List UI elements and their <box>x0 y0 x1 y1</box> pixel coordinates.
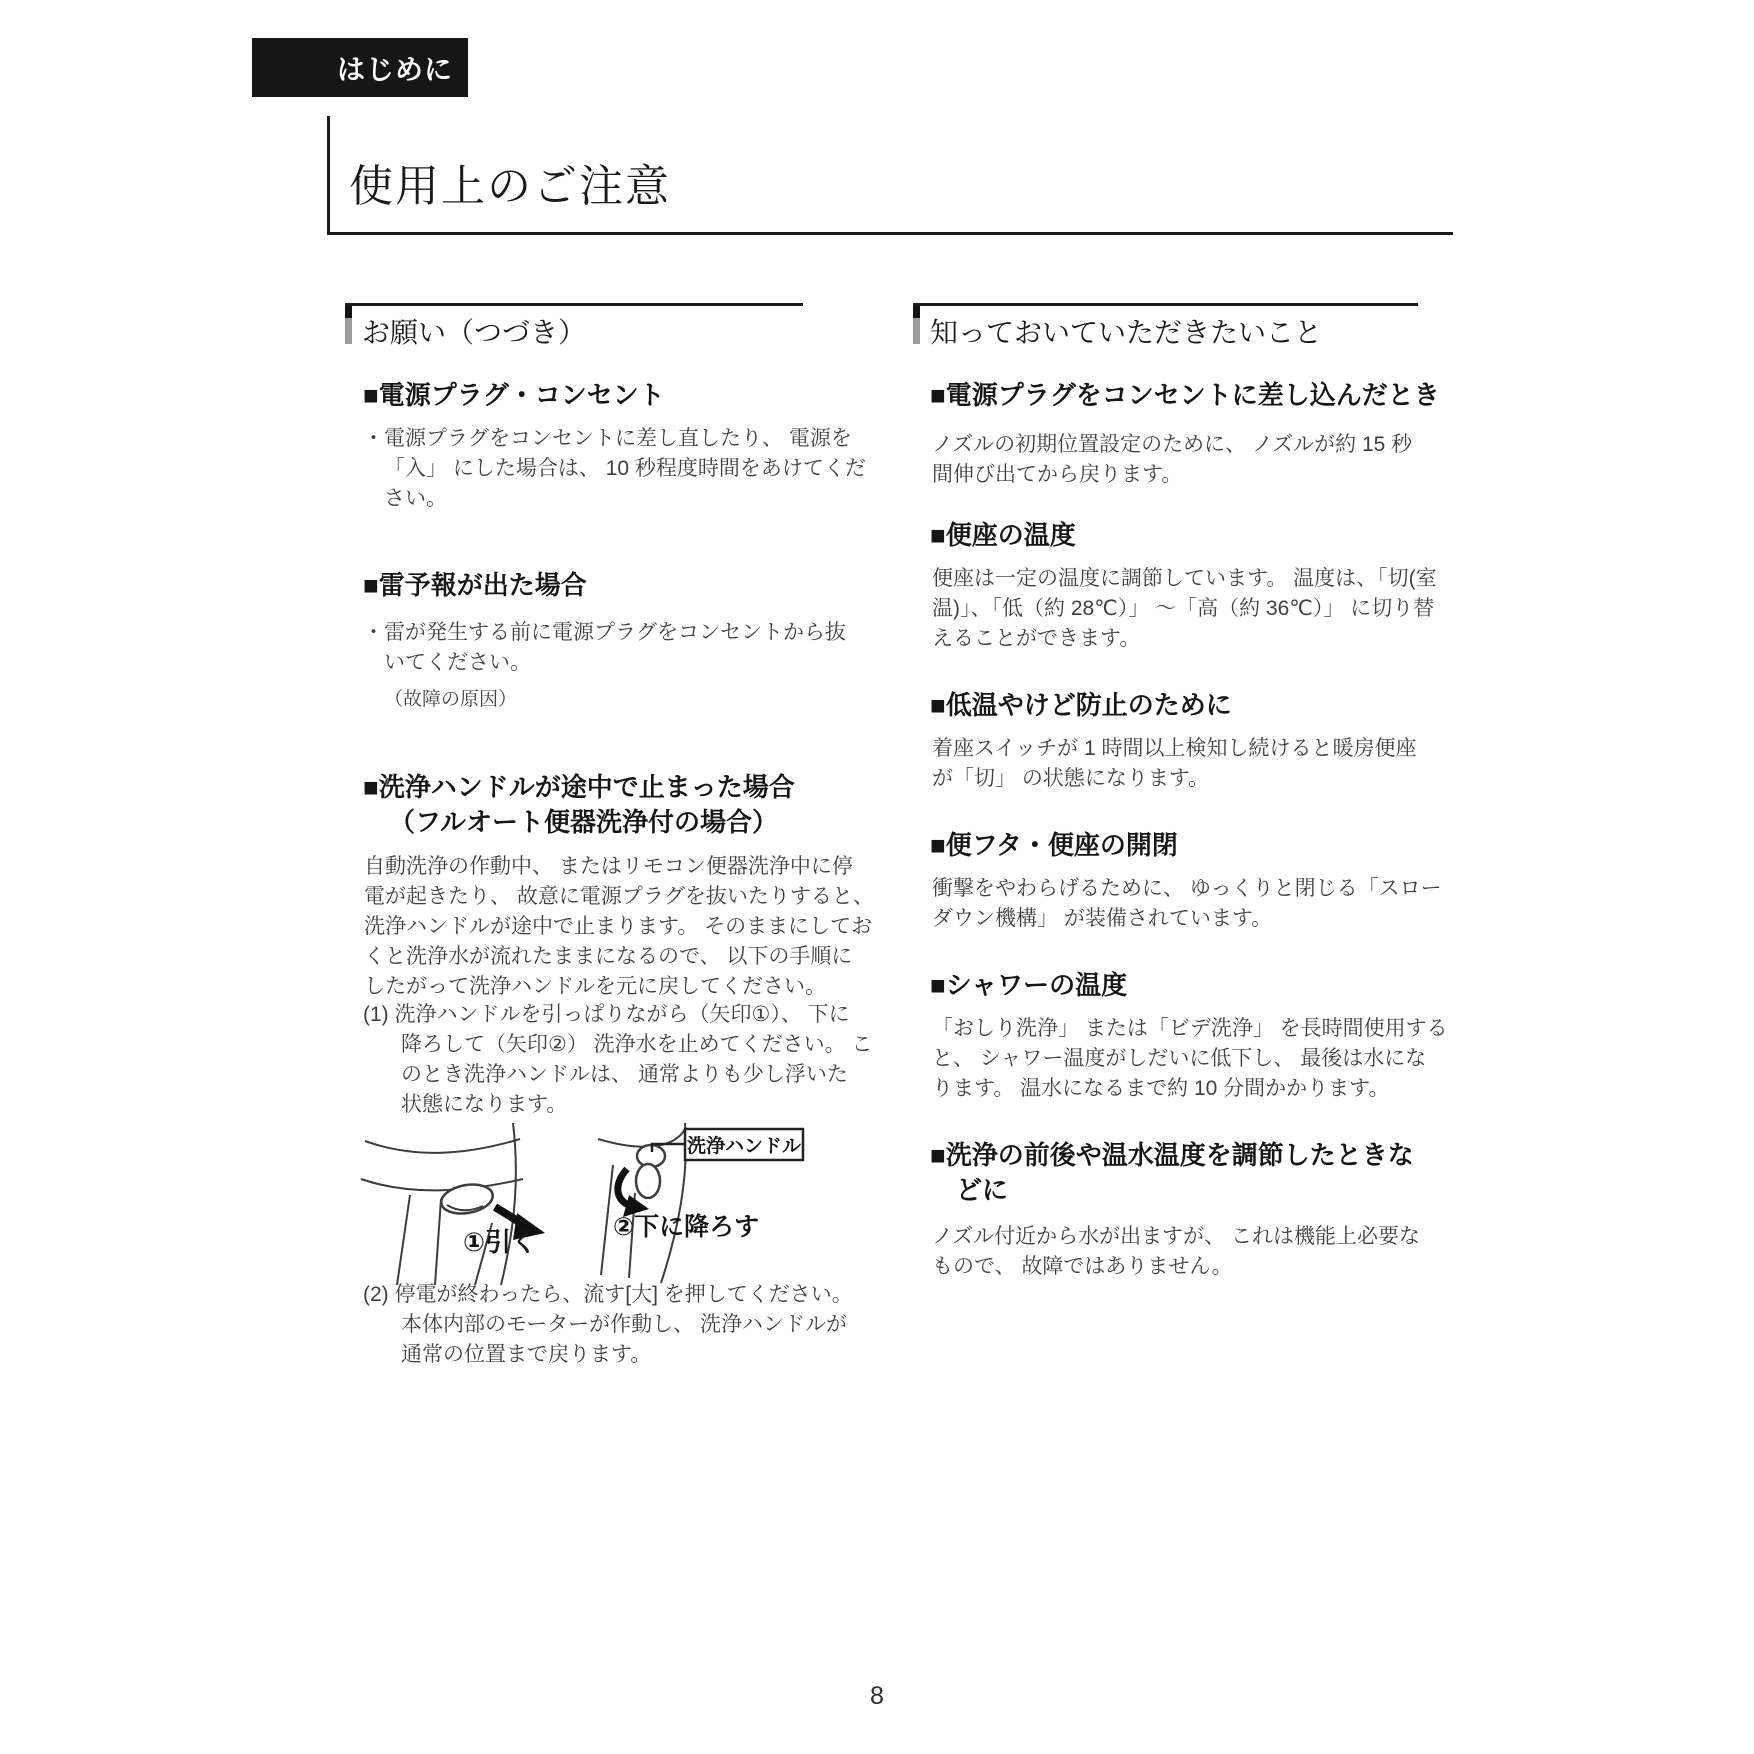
section-body <box>932 1222 1420 1282</box>
section-heading-line: ■電源プラグ・コンセント <box>363 380 665 410</box>
section-body <box>363 424 866 514</box>
body-line: 洗浄ハンドルが途中で止まります。 そのままにしてお <box>364 915 873 938</box>
body-line: 「入」 にした場合は、 10 秒程度時間をあけてくだ <box>384 457 866 480</box>
section-body <box>932 430 1412 490</box>
title-vertical-rule <box>327 116 330 233</box>
section-heading-line: ■便座の温度 <box>930 520 1076 550</box>
body-line: が「切」 の状態になります。 <box>932 767 1210 790</box>
section-heading <box>930 518 1076 553</box>
section-heading <box>930 688 1232 723</box>
body-line: 自動洗浄の作動中、 またはリモコン便器洗浄中に停 <box>364 855 853 878</box>
body-line: 着座スイッチが 1 時間以上検知し続けると暖房便座 <box>932 737 1417 760</box>
body-line: ノズル付近から水が出ますが、 これは機能上必要な <box>932 1225 1420 1248</box>
section-heading-line: ■低温やけど防止のために <box>930 690 1232 720</box>
page-number: 8 <box>870 1682 884 1710</box>
left-column-header <box>345 303 803 349</box>
left-column-header-title: お願い（つづき） <box>362 317 587 348</box>
header-accent-bar <box>345 306 352 344</box>
body-line: したがって洗浄ハンドルを元に戻してください。 <box>364 975 826 998</box>
section-heading-line: ■洗浄の前後や温水温度を調節したときな <box>930 1140 1414 1170</box>
body-line: もので、 故障ではありません。 <box>932 1255 1233 1278</box>
section-heading <box>930 1138 1414 1208</box>
diagram-label-pull: ①引く <box>463 1227 538 1257</box>
body-line: と、 シャワー温度がしだいに低下し、 最後は水にな <box>932 1047 1427 1070</box>
section-body <box>932 734 1417 794</box>
body-line: ダウン機構」 が装備されています。 <box>932 907 1273 930</box>
body-line: 降ろして（矢印②） 洗浄水を止めてください。 こ <box>401 1033 873 1056</box>
body-line: 衝撃をやわらげるために、 ゆっくりと閉じる「スロー <box>932 877 1442 900</box>
section-body <box>932 564 1437 654</box>
numbered-step-1 <box>363 1000 873 1120</box>
body-line: (1) 洗浄ハンドルを引っぱりながら（矢印①）、 下に <box>363 1003 850 1026</box>
body-line: さい。 <box>384 487 447 510</box>
body-line: いてください。 <box>384 651 531 674</box>
body-line: 本体内部のモーターが作動し、 洗浄ハンドルが <box>401 1313 847 1336</box>
body-line: ・雷が発生する前に電源プラグをコンセントから抜 <box>363 621 846 644</box>
section-heading-line: どに <box>956 1175 1009 1205</box>
section-heading <box>930 378 1440 413</box>
section-heading-line: ■洗浄ハンドルが途中で止まった場合 <box>363 772 795 802</box>
numbered-step-2 <box>363 1280 853 1370</box>
section-heading <box>363 378 665 413</box>
section-heading-line: ■シャワーの温度 <box>930 970 1128 1000</box>
body-line: ノズルの初期位置設定のために、 ノズルが約 15 秒 <box>932 433 1413 456</box>
section-heading-line: ■雷予報が出た場合 <box>363 570 587 600</box>
right-column-header <box>913 303 1418 349</box>
section-heading-line: ■便フタ・便座の開閉 <box>930 830 1178 860</box>
section-heading <box>930 828 1178 863</box>
body-line: (2) 停電が終わったら、流す[大] を押してください。 <box>363 1283 853 1306</box>
section-body <box>932 1014 1448 1104</box>
section-heading <box>363 568 587 603</box>
section-heading-line: （フルオート便器洗浄付の場合） <box>389 807 778 837</box>
section-body <box>364 852 874 1002</box>
section-body <box>363 618 846 678</box>
body-line: 間伸び出てから戻ります。 <box>932 463 1183 486</box>
body-line: 状態になります。 <box>401 1093 568 1116</box>
body-line: 便座は一定の温度に調節しています。 温度は、「切(室 <box>932 567 1437 590</box>
section-tab-label: はじめに <box>336 53 453 85</box>
header-accent-bar <box>913 306 920 344</box>
handle-illustration <box>439 1181 495 1218</box>
section-heading <box>930 968 1127 1003</box>
body-line: 「おしり洗浄」 または「ビデ洗浄」 を長時間使用する <box>932 1017 1448 1040</box>
page-title: 使用上のご注意 <box>349 162 671 211</box>
section-tab <box>252 38 468 97</box>
right-column-header-title: 知っておいていただきたいこと <box>930 317 1323 348</box>
body-line: えることができます。 <box>932 627 1141 650</box>
body-line: くと洗浄水が流れたままになるので、 以下の手順に <box>364 945 853 968</box>
diagram-label-lower: ②下に降ろす <box>613 1213 760 1241</box>
body-line: のとき洗浄ハンドルは、 通常よりも少し浮いた <box>401 1063 848 1086</box>
diagram-label-handle: 洗浄ハンドル <box>686 1136 802 1157</box>
title-horizontal-rule <box>327 232 1453 235</box>
body-line: 温)」、「低（約 28℃）」 〜「高（約 36℃）」 に切り替 <box>932 597 1435 620</box>
section-body <box>932 874 1442 934</box>
body-line: 通常の位置まで戻ります。 <box>401 1343 652 1366</box>
body-line: 電が起きたり、 故意に電源プラグを抜いたりすると、 <box>364 885 874 908</box>
body-line: ・電源プラグをコンセントに差し直したり、 電源を <box>363 427 852 450</box>
section-heading-line: ■電源プラグをコンセントに差し込んだとき <box>930 380 1440 410</box>
wash-handle-diagram <box>355 1123 805 1291</box>
handle-illustration-down <box>636 1145 665 1198</box>
body-line: ります。 温水になるまで約 10 分間かかります。 <box>932 1077 1390 1100</box>
section-heading <box>363 770 795 840</box>
cause-note: （故障の原因） <box>384 689 518 710</box>
